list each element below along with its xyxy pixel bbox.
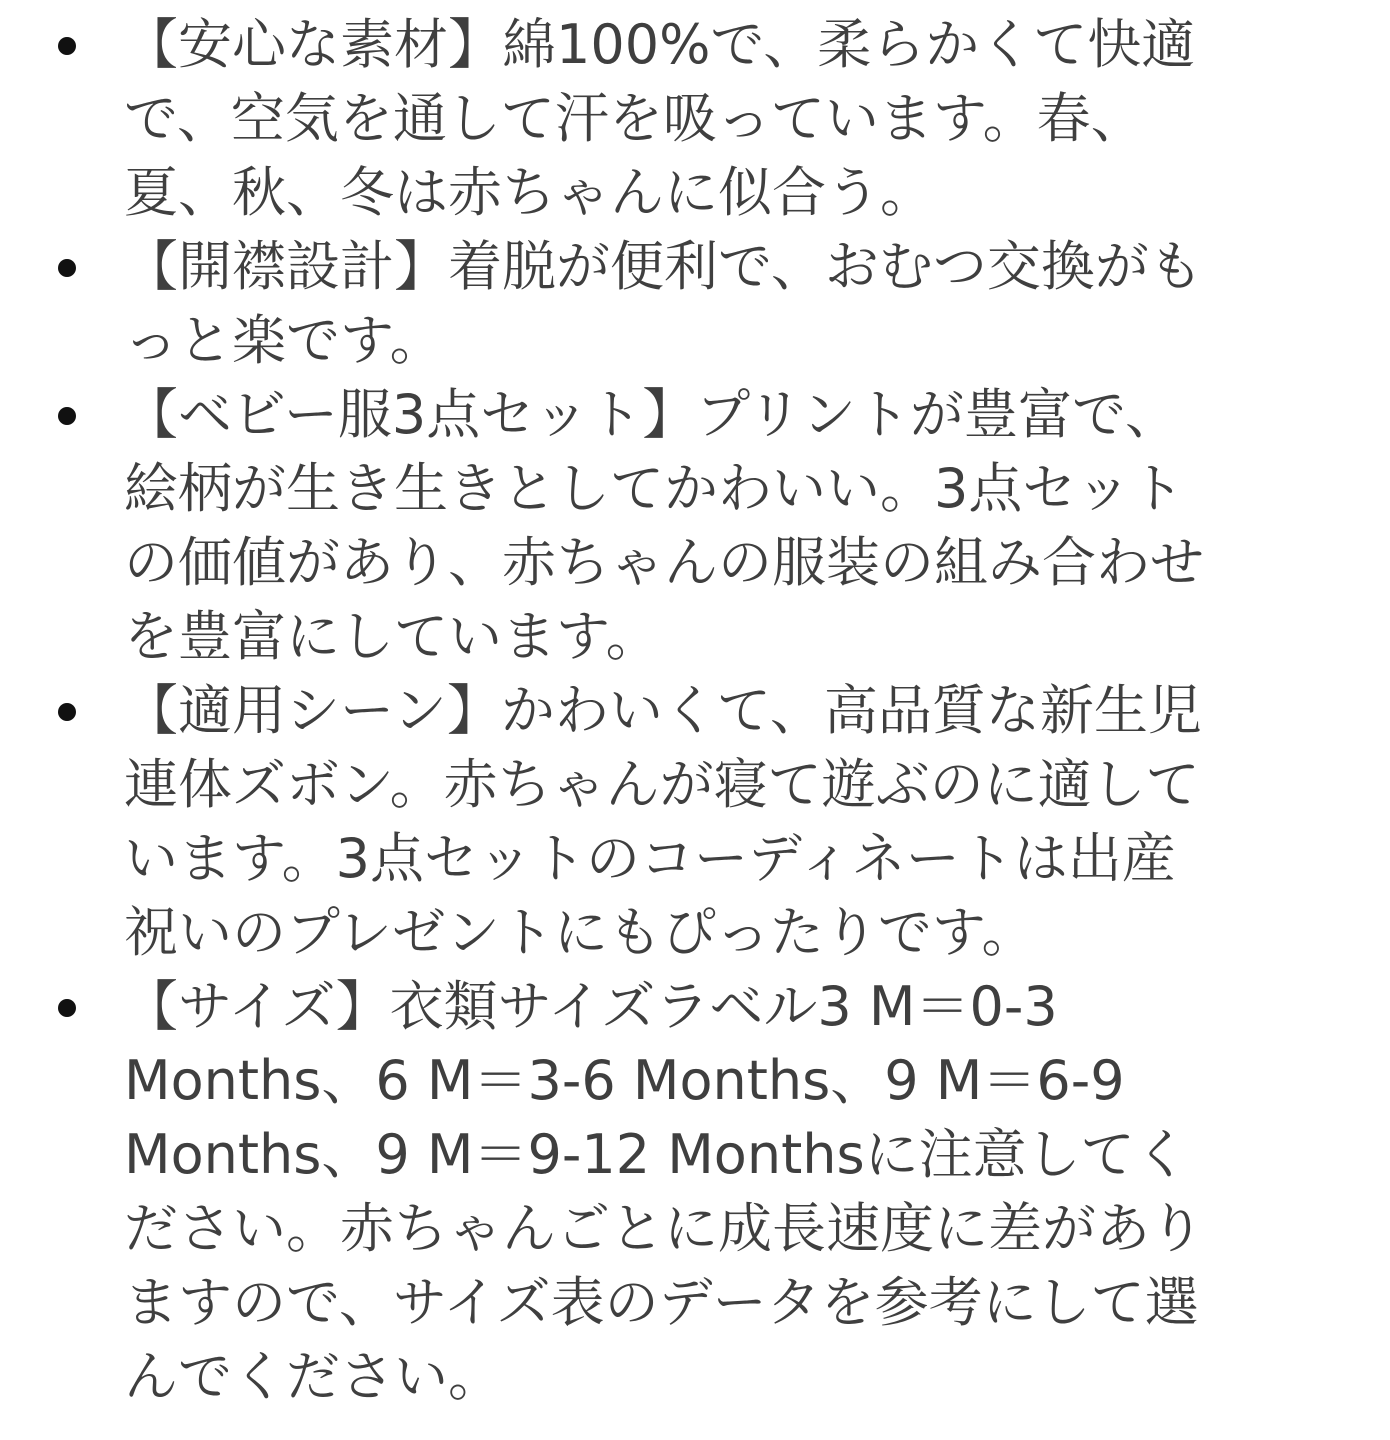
bullet-icon (58, 259, 76, 277)
feature-line: んでください。 (124, 1345, 502, 1408)
feature-line: 【サイズ】衣類サイズラベル3 M＝0-3 (124, 975, 1058, 1038)
feature-line: Months、9 M＝9-12 Monthsに注意してく (124, 1123, 1189, 1186)
feature-line: っと楽です。 (124, 309, 444, 372)
feature-item-three-piece-set (0, 378, 1304, 674)
feature-line: 祝いのプレゼントにもぴったりです。 (124, 901, 1036, 964)
feature-line: 【ベビー服3点セット】プリントが豊富で、 (124, 383, 1179, 446)
feature-line: を豊富にしています。 (124, 605, 660, 668)
feature-line: 連体ズボン。赤ちゃんが寝て遊ぶのに適して (124, 753, 1200, 816)
feature-item-open-collar (0, 230, 1304, 378)
feature-line: の価値があり、赤ちゃんの服装の組み合わせ (124, 531, 1204, 594)
bullet-icon (58, 703, 76, 721)
bullet-icon (58, 407, 76, 425)
feature-item-material (0, 8, 1304, 230)
feature-line: 【開襟設計】着脱が便利で、おむつ交換がも (124, 235, 1203, 298)
feature-item-usage-scene (0, 674, 1304, 970)
feature-line: 【適用シーン】かわいくて、高品質な新生児 (124, 679, 1202, 742)
feature-line: 夏、秋、冬は赤ちゃんに似合う。 (124, 161, 934, 224)
bullet-icon (58, 37, 76, 55)
bullet-icon (58, 999, 76, 1017)
feature-line: ますので、サイズ表のデータを参考にして選 (124, 1271, 1199, 1334)
feature-line: Months、6 M＝3-6 Months、9 M＝6-9 (124, 1049, 1125, 1112)
feature-item-size (0, 970, 1304, 1414)
feature-line: 【安心な素材】綿100%で、柔らかくて快適 (124, 13, 1196, 76)
feature-line: います。3点セットのコーディネートは出産 (124, 827, 1176, 890)
feature-line: で、空気を通して汗を吸っています。春、 (124, 87, 1145, 150)
feature-line: 絵柄が生き生きとしてかわいい。3点セット (124, 457, 1185, 520)
feature-line: ださい。赤ちゃんごとに成長速度に差があり (124, 1197, 1204, 1260)
